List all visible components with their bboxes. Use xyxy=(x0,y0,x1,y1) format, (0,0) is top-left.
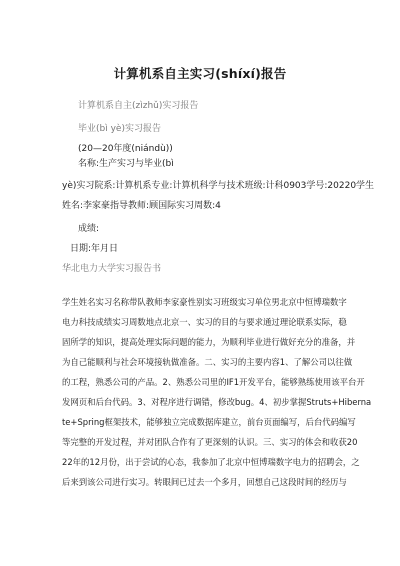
subtitle-line: 计算机系自主(zìzhǔ)实习报告 xyxy=(78,101,199,111)
body-line: te+Spring框架技术，能够独立完成数据库建立，前台页面编写，后台代码编写 xyxy=(62,417,356,427)
year-line: (20—20年度(niándù)) xyxy=(78,144,173,154)
grade-line: 成绩: xyxy=(78,224,100,234)
document-title: 计算机系自主实习(shíxí)报告 xyxy=(113,66,287,81)
report-type-line: 毕业(bì yè)实习报告 xyxy=(78,124,161,134)
body-line: 等完整的开发过程，并对团队合作有了更深刻的认识。三、实习的体会和收获20 xyxy=(62,437,358,447)
body-line: 电力科技成绩实习周数地点北京一、实习的目的与要求通过理论联系实际，稳 xyxy=(62,317,347,327)
body-line: 后来到该公司进行实习。转眼间已过去一个多月，回想自己这段时间的经历与 xyxy=(62,477,347,487)
body-line: 22年的12月份，出于尝试的心态，我参加了北京中恒博瑞数字电力的招聘会，之 xyxy=(62,457,360,467)
date-line: 日期:年月日 xyxy=(70,244,119,254)
body-line: 发网页和后台代码。3、对程序进行调错，修改bug。4、初步掌握Struts+Hiberna xyxy=(62,397,372,407)
body-line: 为自己能顺利与社会环境接轨做准备。二、实习的主要内容1、了解公司以往做 xyxy=(62,357,353,367)
department-line: yè)实习院系:计算机系专业:计算机科学与技术班级:计科0903学号:20220学生 xyxy=(62,181,375,191)
name-line: 名称:生产实习与毕业(bì xyxy=(78,159,174,169)
body-line: 固所学的知识，提高处理实际问题的能力，为顺利毕业进行做好充分的准备，并 xyxy=(62,337,356,347)
student-line: 姓名:李家豪指导教师:顾国际实习周数:4 xyxy=(62,201,221,211)
university-line: 华北电力大学实习报告书 xyxy=(62,264,162,274)
body-line: 学生姓名实习名称带队教师李家豪性别实习班级实习单位男北京中恒博瑞数字 xyxy=(62,297,347,307)
body-line: 的工程，熟悉公司的产品。2、熟悉公司里的IF1开发平台，能够熟练使用该平台开 xyxy=(62,377,365,387)
